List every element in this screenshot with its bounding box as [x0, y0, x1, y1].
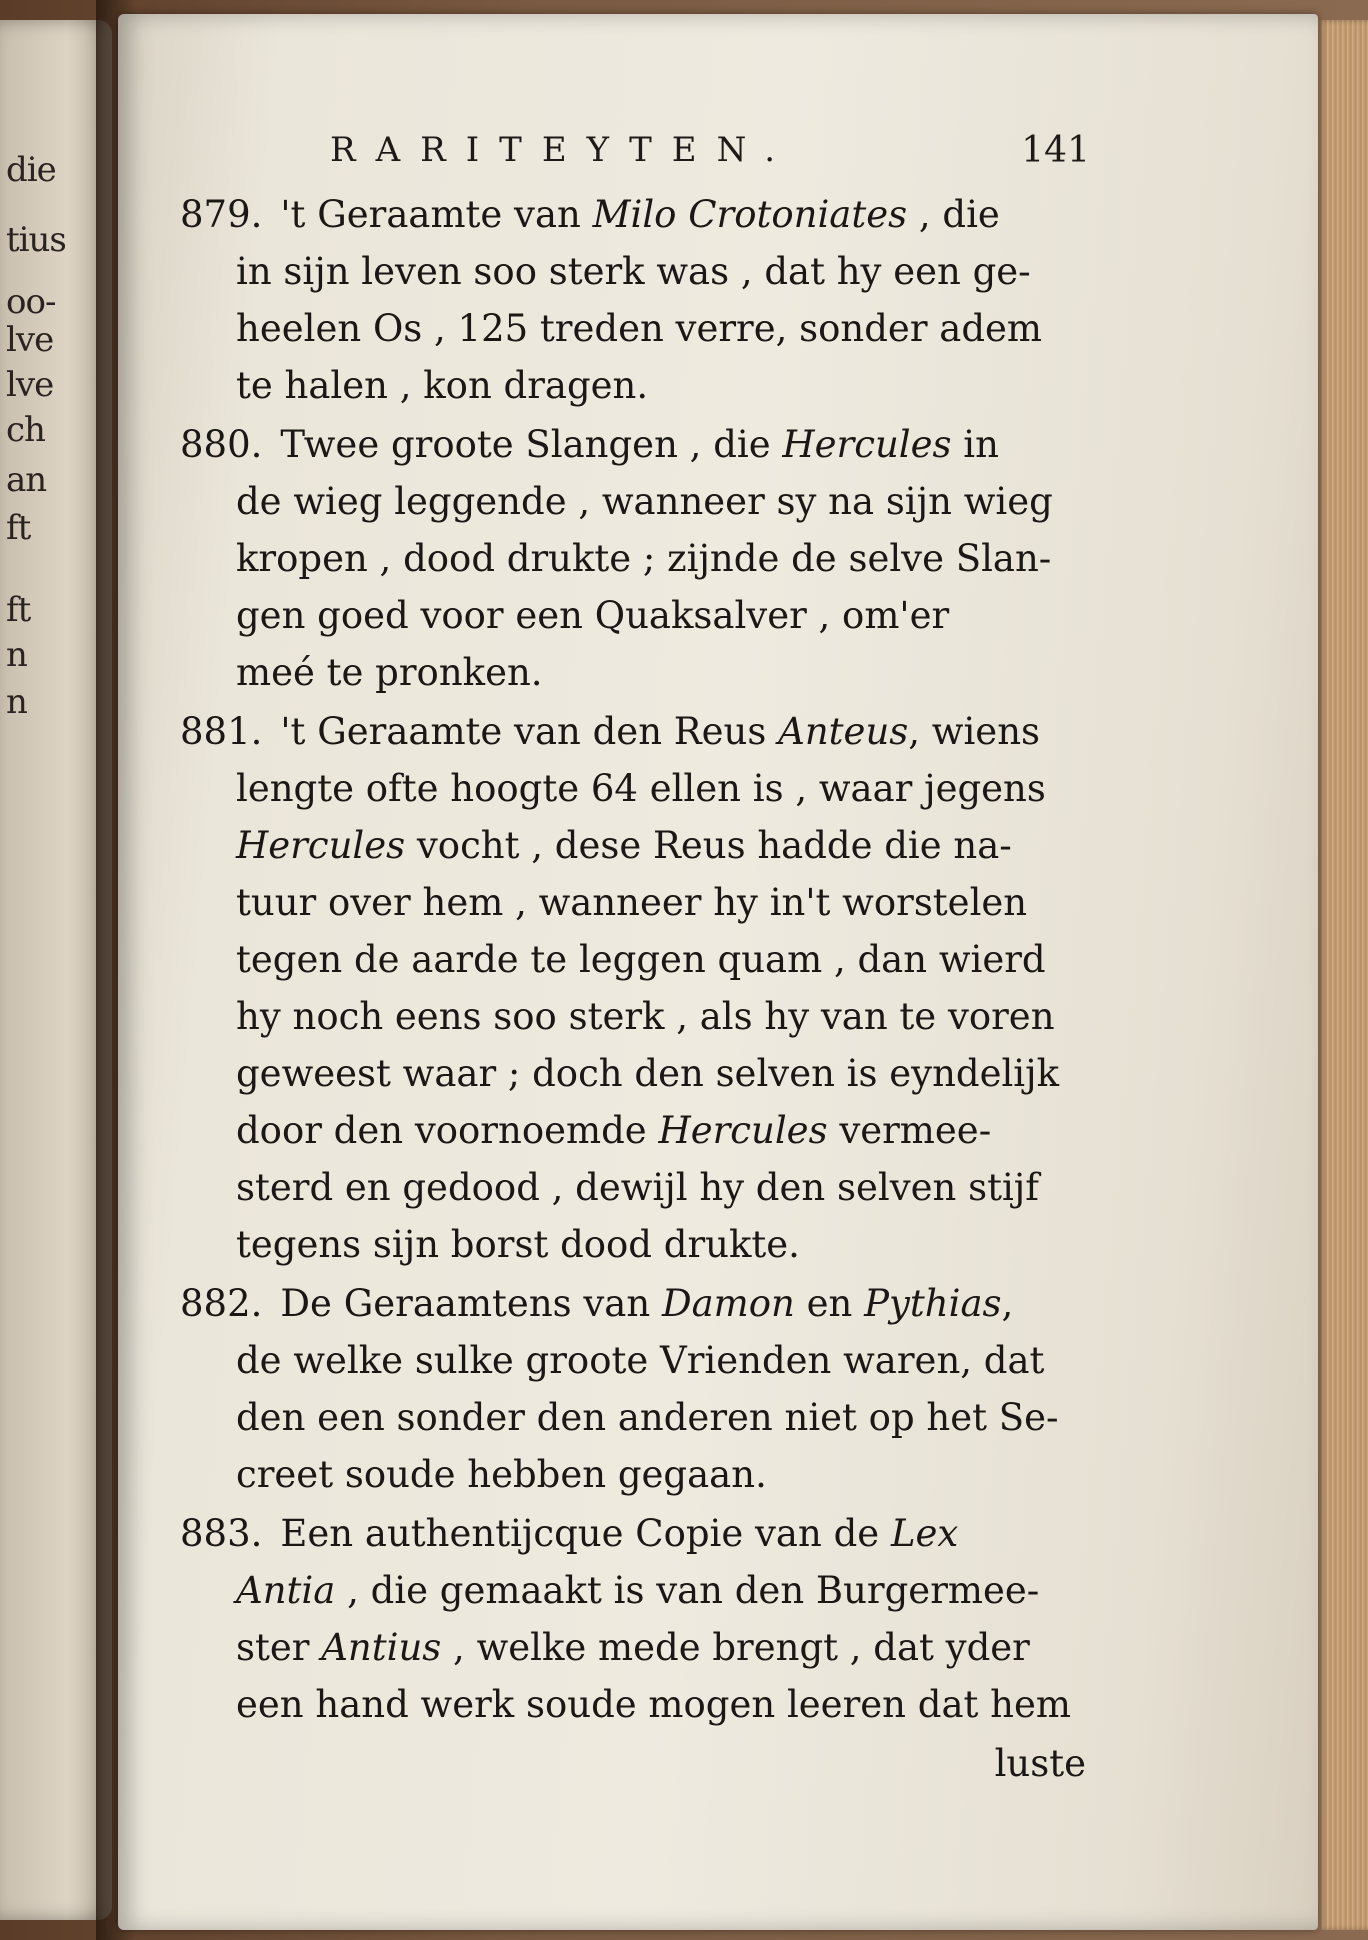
entry-line	[180, 1102, 1100, 1159]
entry-text: de wieg leggende , wanneer sy na sijn wieg	[236, 480, 1053, 523]
entry-line	[180, 473, 1100, 530]
entry-text: meé te pronken.	[236, 651, 543, 694]
entry-text: , die	[907, 193, 1000, 236]
entry-line	[180, 703, 1100, 760]
entry-line	[180, 1446, 1100, 1503]
entry-number: 883.	[180, 1512, 263, 1555]
entry-line	[180, 1045, 1100, 1102]
entry-line	[180, 644, 1100, 701]
entry-line	[180, 587, 1100, 644]
entry-line	[180, 1159, 1100, 1216]
entry-text: in	[951, 423, 999, 466]
catalogue-entry	[180, 416, 1100, 701]
entry-text: De Geraamtens van	[280, 1282, 662, 1325]
entry-text: 't Geraamte van	[280, 193, 593, 236]
left-page-fragment: lve	[6, 365, 54, 405]
entry-text: hy noch eens soo sterk , als hy van te voren	[236, 995, 1055, 1038]
entry-italic-name: Hercules	[782, 423, 952, 466]
entry-text: geweest waar ; doch den selven is eyndelijk	[236, 1052, 1060, 1095]
catalogue-entry	[180, 1275, 1100, 1503]
entry-line	[180, 931, 1100, 988]
page-header	[210, 130, 1090, 180]
entry-text: , wiens	[908, 710, 1041, 753]
left-page-fragment: ft	[6, 508, 31, 548]
entry-text: door den voornoemde	[236, 1109, 659, 1152]
entry-line	[180, 1562, 1100, 1619]
entry-text: vocht , dese Reus hadde die na-	[405, 824, 1012, 867]
entry-text: te halen , kon dragen.	[236, 364, 649, 407]
left-page-fragment: tius	[6, 220, 66, 260]
entry-text: en	[794, 1282, 865, 1325]
left-page-fragment: ft	[6, 590, 31, 630]
entry-text: Twee groote Slangen , die	[280, 423, 783, 466]
entry-text: creet soude hebben gegaan.	[236, 1453, 767, 1496]
entry-line	[180, 988, 1100, 1045]
left-page-fragment: lve	[6, 320, 54, 360]
entry-italic-name: Anteus	[778, 710, 909, 753]
entry-text: vermee-	[827, 1109, 992, 1152]
entry-line	[180, 1389, 1100, 1446]
entry-italic-name: Antius	[321, 1626, 442, 1669]
entry-text: tegen de aarde te leggen quam , dan wierd	[236, 938, 1046, 981]
entry-text: ster	[236, 1626, 322, 1669]
entry-text: tegens sijn borst dood drukte.	[236, 1223, 800, 1266]
entry-text: sterd en gedood , dewijl hy den selven stijf	[236, 1166, 1039, 1209]
catalogue-entries	[180, 186, 1100, 1794]
entry-text: gen goed voor een Quaksalver , om'er	[236, 594, 950, 637]
entry-line	[180, 874, 1100, 931]
entry-text: ,	[1001, 1282, 1014, 1325]
catchword: luste	[994, 1742, 1086, 1785]
entry-line	[180, 1676, 1100, 1733]
entry-text: heelen Os , 125 treden verre, sonder adem	[236, 307, 1042, 350]
entry-italic-name: Antia	[236, 1569, 336, 1612]
catalogue-entry	[180, 1505, 1100, 1733]
left-page-fragment: die	[6, 150, 56, 190]
entry-text: een hand werk soude mogen leeren dat hem	[236, 1683, 1071, 1726]
entry-line	[180, 243, 1100, 300]
catalogue-entry	[180, 703, 1100, 1273]
left-page-fragment: ch	[6, 410, 45, 450]
catalogue-entry	[180, 186, 1100, 414]
entry-line	[180, 1216, 1100, 1273]
entry-line	[180, 530, 1100, 587]
running-head: RARITEYTEN.	[330, 130, 796, 170]
entry-line	[180, 1275, 1100, 1332]
entry-line	[180, 817, 1100, 874]
left-page-fragment: an	[6, 460, 47, 500]
left-page-fragment: oo-	[6, 282, 56, 322]
entry-text: 't Geraamte van den Reus	[280, 710, 779, 753]
left-page-fragment: n	[6, 635, 27, 675]
entry-line	[180, 760, 1100, 817]
entry-italic-name: Pythias	[864, 1282, 1002, 1325]
entry-italic-name: Damon	[661, 1282, 795, 1325]
entry-line	[180, 416, 1100, 473]
entry-line	[180, 1619, 1100, 1676]
entry-text: lengte ofte hoogte 64 ellen is , waar jegens	[236, 767, 1046, 810]
entry-number: 879.	[180, 193, 263, 236]
entry-line	[180, 300, 1100, 357]
entry-line	[180, 1505, 1100, 1562]
left-page-fragment: n	[6, 682, 27, 722]
entry-text: Een authentijcque Copie van de	[280, 1512, 891, 1555]
entry-text: den een sonder den anderen niet op het Se-	[236, 1396, 1059, 1439]
entry-italic-name: Hercules	[658, 1109, 828, 1152]
entry-number: 882.	[180, 1282, 263, 1325]
entry-italic-name: Hercules	[236, 824, 406, 867]
entry-line	[180, 186, 1100, 243]
page-block-edge	[1318, 20, 1368, 1930]
entry-line	[180, 357, 1100, 414]
entry-text: , die gemaakt is van den Burgermee-	[335, 1569, 1040, 1612]
entry-line	[180, 1332, 1100, 1389]
entry-text: in sijn leven soo sterk was , dat hy een ge-	[236, 250, 1031, 293]
entry-italic-name: Milo Crotoniates	[592, 193, 908, 236]
entry-italic-name: Lex	[890, 1512, 959, 1555]
entry-number: 881.	[180, 710, 263, 753]
entry-number: 880.	[180, 423, 263, 466]
entry-text: kropen , dood drukte ; zijnde de selve Slan-	[236, 537, 1052, 580]
entry-text: de welke sulke groote Vrienden waren, dat	[236, 1339, 1045, 1382]
entry-text: , welke mede brengt , dat yder	[441, 1626, 1030, 1669]
entry-text: tuur over hem , wanneer hy in't worstelen	[236, 881, 1028, 924]
page-number: 141	[1021, 130, 1090, 171]
